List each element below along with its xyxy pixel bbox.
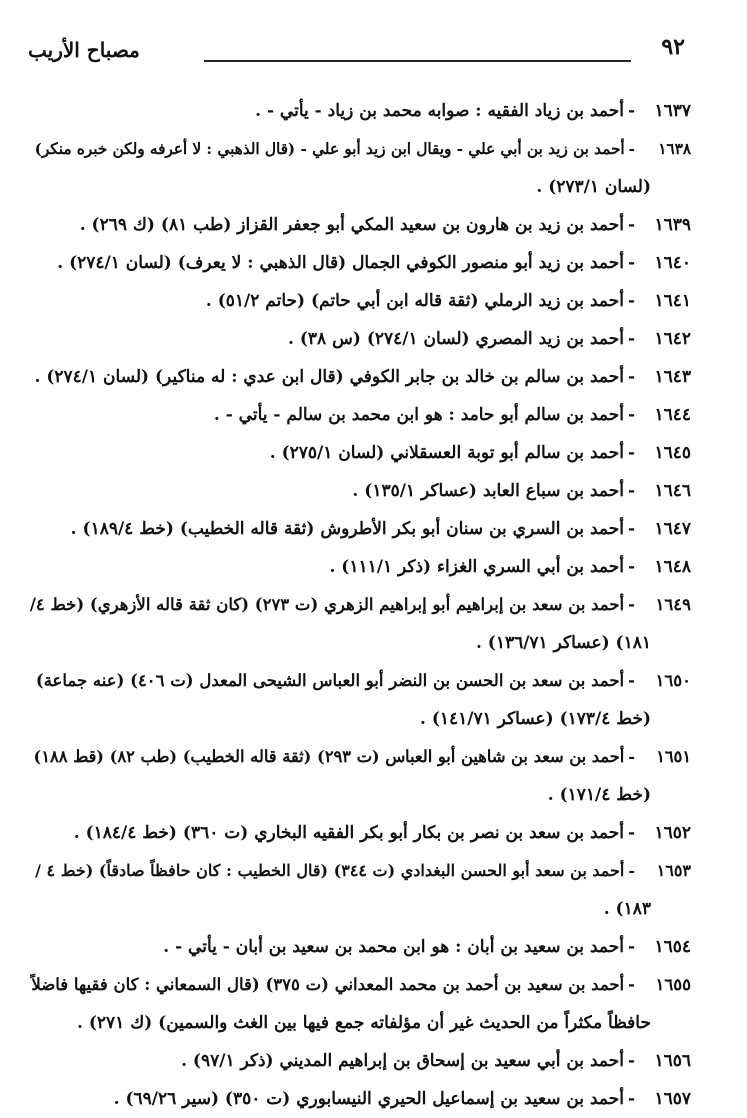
entry-text: أحمد بن سعيد بن إسماعيل الحيري النيسابوري (ت ٣٥٠) (سير ٦٩/٢٦) . bbox=[113, 1089, 624, 1109]
entry-number: ١٦٥٠ bbox=[655, 671, 691, 690]
entry-item bbox=[28, 738, 691, 814]
entry-number: ١٦٤١ bbox=[654, 291, 691, 311]
entry-separator: - bbox=[627, 291, 635, 311]
entry-number: ١٦٤٠ bbox=[654, 253, 691, 273]
entry-text: أحمد بن سعد بن شاهين أبو العباس (ت ٢٩٣) (ثقة قاله الخطيب) (طب ٨٢) (قط ١٨٨) bbox=[33, 747, 625, 766]
entry-text: أحمد بن سعيد بن أحمد بن محمد المعداني (ت ٣٧٥) (قال السمعاني : كان فقيها فاضلاً bbox=[31, 975, 625, 994]
entry-separator: - bbox=[627, 329, 635, 349]
entry-item bbox=[28, 396, 691, 434]
entry-text: أحمد بن أبي سعيد بن إسحاق بن إبراهيم المديني (ذكر ٩٧/١) . bbox=[181, 1051, 624, 1071]
entry-number: ١٦٥٦ bbox=[654, 1051, 691, 1071]
entry-separator: - bbox=[627, 823, 635, 843]
entry-text: أحمد بن سباع العابد (عساكر ١٣٥/١) . bbox=[352, 481, 624, 501]
entry-text: أحمد بن سعد أبو الحسن البغدادي (ت ٣٤٤) (قال الخطيب : كان حافظاً صادقاً) (خط ٤ / bbox=[35, 861, 625, 880]
entry-text: أحمد بن سعد بن إبراهيم أبو إبراهيم الزهري (ت ٢٧٣) (كان ثقة قاله الأزهري) (خط ٤/ bbox=[29, 595, 625, 614]
entry-separator: - bbox=[627, 481, 635, 501]
entry-item bbox=[28, 586, 691, 662]
entry-item bbox=[28, 92, 691, 130]
entry-item bbox=[28, 966, 691, 1042]
entry-item bbox=[28, 1042, 691, 1080]
entry-number: ١٦٥٣ bbox=[656, 861, 691, 880]
entry-number: ١٦٥٥ bbox=[655, 975, 691, 994]
entry-item bbox=[28, 282, 691, 320]
header-rule bbox=[204, 60, 631, 62]
entry-item bbox=[28, 320, 691, 358]
entry-number: ١٦٥٢ bbox=[654, 823, 691, 843]
entry-item bbox=[28, 130, 691, 206]
entry-number: ١٦٣٧ bbox=[654, 101, 691, 121]
entry-number: ١٦٥١ bbox=[656, 747, 691, 766]
entry-separator: - bbox=[627, 405, 635, 425]
entry-separator: - bbox=[628, 671, 635, 690]
entry-separator: - bbox=[627, 367, 635, 387]
entry-item bbox=[28, 244, 691, 282]
entry-item bbox=[28, 662, 691, 738]
entry-item bbox=[28, 852, 691, 928]
entry-continuation: ١٨٣) . bbox=[603, 899, 651, 919]
entry-number: ١٦٤٢ bbox=[654, 329, 691, 349]
entry-separator: - bbox=[627, 443, 635, 463]
book-title: مصباح الأريب bbox=[28, 38, 140, 62]
entry-item bbox=[28, 434, 691, 472]
entry-number: ١٦٤٤ bbox=[654, 405, 691, 425]
entry-number: ١٦٤٩ bbox=[655, 595, 691, 614]
entry-text: أحمد بن أبي السري الغزاء (ذكر ١١١/١) . bbox=[329, 557, 624, 577]
entry-text: أحمد بن سعد بن الحسن بن النضر أبو العباس الشيحى المعدل (ت ٤٠٦) (عنه جماعة) bbox=[35, 671, 625, 690]
entry-number: ١٦٤٦ bbox=[654, 481, 691, 501]
entry-separator: - bbox=[628, 975, 635, 994]
entry-continuation: ١٨١) (عساكر ١٣٦/٧١) . bbox=[475, 633, 651, 653]
entry-separator: - bbox=[628, 595, 635, 614]
entry-continuation: (خط ١٧٣/٤) (عساكر ١٤١/٧١) . bbox=[420, 709, 651, 729]
entry-text: أحمد بن سالم بن خالد بن جابر الكوفي (قال ابن عدي : له مناكير) (لسان ٢٧٤/١) . bbox=[34, 367, 624, 387]
entry-number: ١٦٤٥ bbox=[654, 443, 691, 463]
entry-item bbox=[28, 510, 691, 548]
entry-item bbox=[28, 206, 691, 244]
entry-separator: - bbox=[627, 1051, 635, 1071]
entry-number: ١٦٥٤ bbox=[654, 937, 691, 957]
entry-list bbox=[28, 92, 691, 1118]
entry-item bbox=[28, 1080, 691, 1118]
entry-text: أحمد بن زيد المصري (لسان ٢٧٤/١) (س ٣٨) . bbox=[288, 329, 624, 349]
entry-separator: - bbox=[628, 140, 635, 158]
entry-text: أحمد بن سالم أبو توبة العسقلاني (لسان ٢٧٥/١) . bbox=[269, 443, 624, 463]
entry-separator: - bbox=[628, 861, 635, 880]
entry-separator: - bbox=[627, 937, 635, 957]
entry-text: أحمد بن سعد بن نصر بن بكار أبو بكر الفقيه البخاري (ت ٣٦٠) (خط ١٨٤/٤) . bbox=[73, 823, 624, 843]
entry-separator: - bbox=[627, 215, 635, 235]
entry-continuation: (خط ١٧١/٤) . bbox=[547, 785, 651, 805]
entry-text: أحمد بن سعيد بن أبان : هو ابن محمد بن سعيد بن أبان - يأتي - . bbox=[163, 937, 624, 957]
entry-item bbox=[28, 358, 691, 396]
entry-separator: - bbox=[627, 557, 635, 577]
entry-text: أحمد بن زيد بن أبي علي - ويقال ابن زيد أبو علي - (قال الذهبي : لا أعرفه ولكن خبره منكر) bbox=[34, 140, 625, 158]
entry-separator: - bbox=[627, 101, 635, 121]
entry-continuation: حافظاً مكثراً من الحديث غير أن مؤلفاته جمع فيها بين الغث والسمين) (ك ٢٧١) . bbox=[76, 1013, 651, 1033]
entry-number: ١٦٤٣ bbox=[654, 367, 691, 387]
entry-text: أحمد بن السري بن سنان أبو بكر الأطروش (ثقة قاله الخطيب) (خط ١٨٩/٤) . bbox=[70, 519, 624, 539]
entry-number: ١٦٤٨ bbox=[654, 557, 691, 577]
entry-text: أحمد بن زياد الفقيه : صوابه محمد بن زياد - يأتي - . bbox=[255, 101, 624, 121]
entry-continuation: (لسان ٢٧٣/١) . bbox=[536, 177, 651, 197]
entry-separator: - bbox=[627, 519, 635, 539]
entry-number: ١٦٥٧ bbox=[654, 1089, 691, 1109]
entry-item bbox=[28, 548, 691, 586]
entry-number: ١٦٣٩ bbox=[654, 215, 691, 235]
entry-item bbox=[28, 928, 691, 966]
entry-number: ١٦٤٧ bbox=[654, 519, 691, 539]
entry-text: أحمد بن زيد أبو منصور الكوفي الجمال (قال الذهبي : لا يعرف) (لسان ٢٧٤/١) . bbox=[57, 253, 624, 273]
entry-separator: - bbox=[628, 747, 635, 766]
page-header bbox=[28, 30, 691, 70]
entry-text: أحمد بن زيد بن هارون بن سعيد المكي أبو جعفر القزاز (طب ٨١) (ك ٢٦٩) . bbox=[79, 215, 624, 235]
entry-item bbox=[28, 814, 691, 852]
entry-text: أحمد بن زيد الرملي (ثقة قاله ابن أبي حاتم) (حاتم ٥١/٢) . bbox=[205, 291, 624, 311]
entry-number: ١٦٣٨ bbox=[658, 140, 691, 158]
entry-text: أحمد بن سالم أبو حامد : هو ابن محمد بن سالم - يأتي - . bbox=[213, 405, 624, 425]
entry-separator: - bbox=[627, 253, 635, 273]
entry-item bbox=[28, 472, 691, 510]
entry-separator: - bbox=[627, 1089, 635, 1109]
page-number: ٩٢ bbox=[661, 34, 685, 60]
